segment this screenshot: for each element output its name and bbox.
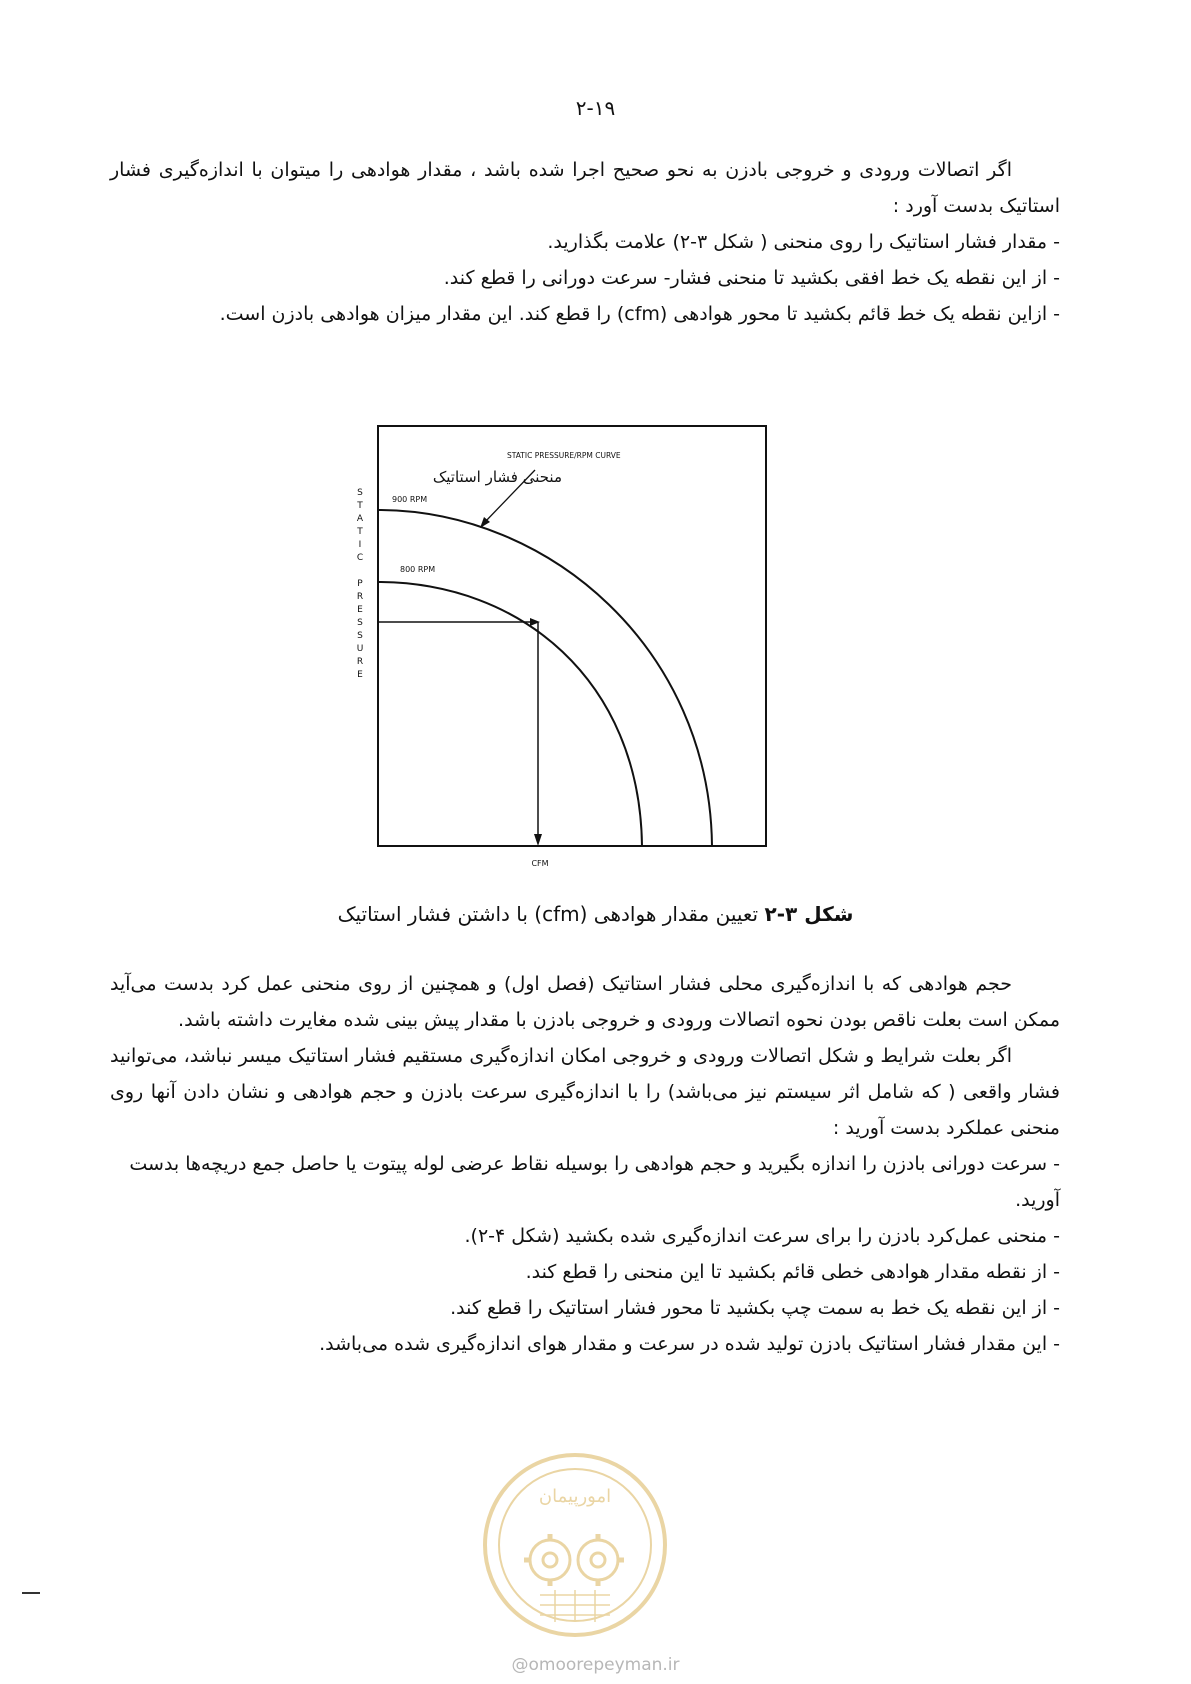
intro-paragraph: اگر اتصالات ورودی و خروجی بادزن به نحو صحیح اجرا شده باشد ، مقدار هوادهی را میتوان با اندازه‌گیری فشار استاتیک بدست آورد : — [110, 159, 1060, 217]
body-paragraph-2: اگر بعلت شرایط و شکل اتصالات ورودی و خروجی امکان اندازه‌گیری مستقیم فشار استاتیک میسر نباشد، می‌توانید فشار واقعی ( که شامل اثر سیستم نیز می‌باشد) را با اندازه‌گیری سرعت بادزن و حجم هوادهی و نشان دادن آنها روی منحنی عملکرد بدست آورید : — [110, 1045, 1060, 1139]
stamp-text: امورپیمان — [538, 1486, 612, 1507]
y-letter: P — [357, 579, 363, 589]
curve-label-800-rpm: 800 RPM — [400, 565, 436, 574]
y-letter: S — [357, 631, 363, 641]
edge-mark — [22, 1592, 40, 1594]
y-letter: E — [357, 670, 363, 680]
y-letter: C — [356, 553, 364, 563]
y-letter: R — [356, 657, 364, 667]
body-bullet-2: - منحنی عمل‌کرد بادزن را برای سرعت اندازه‌گیری شده بکشید (شکل ۴-۲). — [464, 1225, 1060, 1247]
y-letter: U — [356, 644, 364, 654]
curve-title-en: STATIC PRESSURE/RPM CURVE — [507, 451, 621, 460]
figure-caption — [0, 902, 1191, 926]
curve-900-rpm — [378, 510, 712, 846]
watermark-stamp — [480, 1450, 670, 1640]
body-bullet-1: - سرعت دورانی بادزن را اندازه بگیرید و حجم هوادهی را بوسیله نقاط عرضی لوله پیتوت یا حاصل جمع دریچه‌ها بدست آورید. — [129, 1153, 1060, 1211]
y-letter: I — [358, 540, 362, 550]
y-axis-label — [356, 488, 364, 680]
y-letter: A — [356, 514, 364, 524]
y-letter: T — [357, 501, 363, 511]
intro-bullet-1: - مقدار فشار استاتیک را روی منحنی ( شکل ۳-۲) علامت بگذارید. — [547, 231, 1060, 253]
curve-title-fa: منحنی فشار استاتیک — [432, 468, 562, 486]
y-letter: R — [356, 592, 364, 602]
x-axis-label: CFM — [531, 859, 549, 868]
watermark-url: @omoorepeyman.ir — [511, 1655, 680, 1675]
intro-section — [110, 152, 1060, 332]
page-number: ۲-۱۹ — [575, 96, 616, 120]
y-letter: E — [357, 605, 363, 615]
gear-icon — [530, 1540, 618, 1580]
caption-text: تعیین مقدار هوادهی (cfm) با داشتن فشار استاتیک — [337, 902, 759, 926]
y-letter: T — [357, 527, 363, 537]
body-bullet-3: - از نقطه مقدار هوادهی خطی قائم بکشید تا این منحنی را قطع کند. — [525, 1261, 1060, 1283]
intro-bullet-3: - ازاین نقطه یک خط قائم بکشید تا محور هوادهی (cfm) را قطع کند. این مقدار میزان هوادهی بادزن است. — [219, 303, 1060, 325]
body-bullet-5: - این مقدار فشار استاتیک بادزن تولید شده در سرعت و مقدار هوای اندازه‌گیری شده می‌باشد. — [319, 1333, 1060, 1355]
y-letter: S — [357, 618, 363, 628]
y-letter: S — [357, 488, 363, 498]
body-paragraph-1: حجم هوادهی که با اندازه‌گیری محلی فشار استاتیک (فصل اول) و همچنین از روی منحنی عمل کرد بدست می‌آید ممکن است بعلت ناقص بودن نحوه اتصالات ورودی و خروجی بادزن با مقدار پیش بینی شده مغایرت داشته باشد. — [110, 973, 1060, 1031]
body-section — [110, 966, 1060, 1362]
static-pressure-figure — [340, 420, 820, 880]
vertical-arrowhead — [534, 834, 542, 846]
caption-label: شکل ۳-۲ — [764, 902, 854, 926]
curve-label-900-rpm: 900 RPM — [392, 495, 428, 504]
intro-bullet-2: - از این نقطه یک خط افقی بکشید تا منحنی فشار- سرعت دورانی را قطع کند. — [443, 267, 1060, 289]
body-bullet-4: - از این نقطه یک خط به سمت چپ بکشید تا محور فشار استاتیک را قطع کند. — [450, 1297, 1060, 1319]
figure-frame — [378, 426, 766, 846]
